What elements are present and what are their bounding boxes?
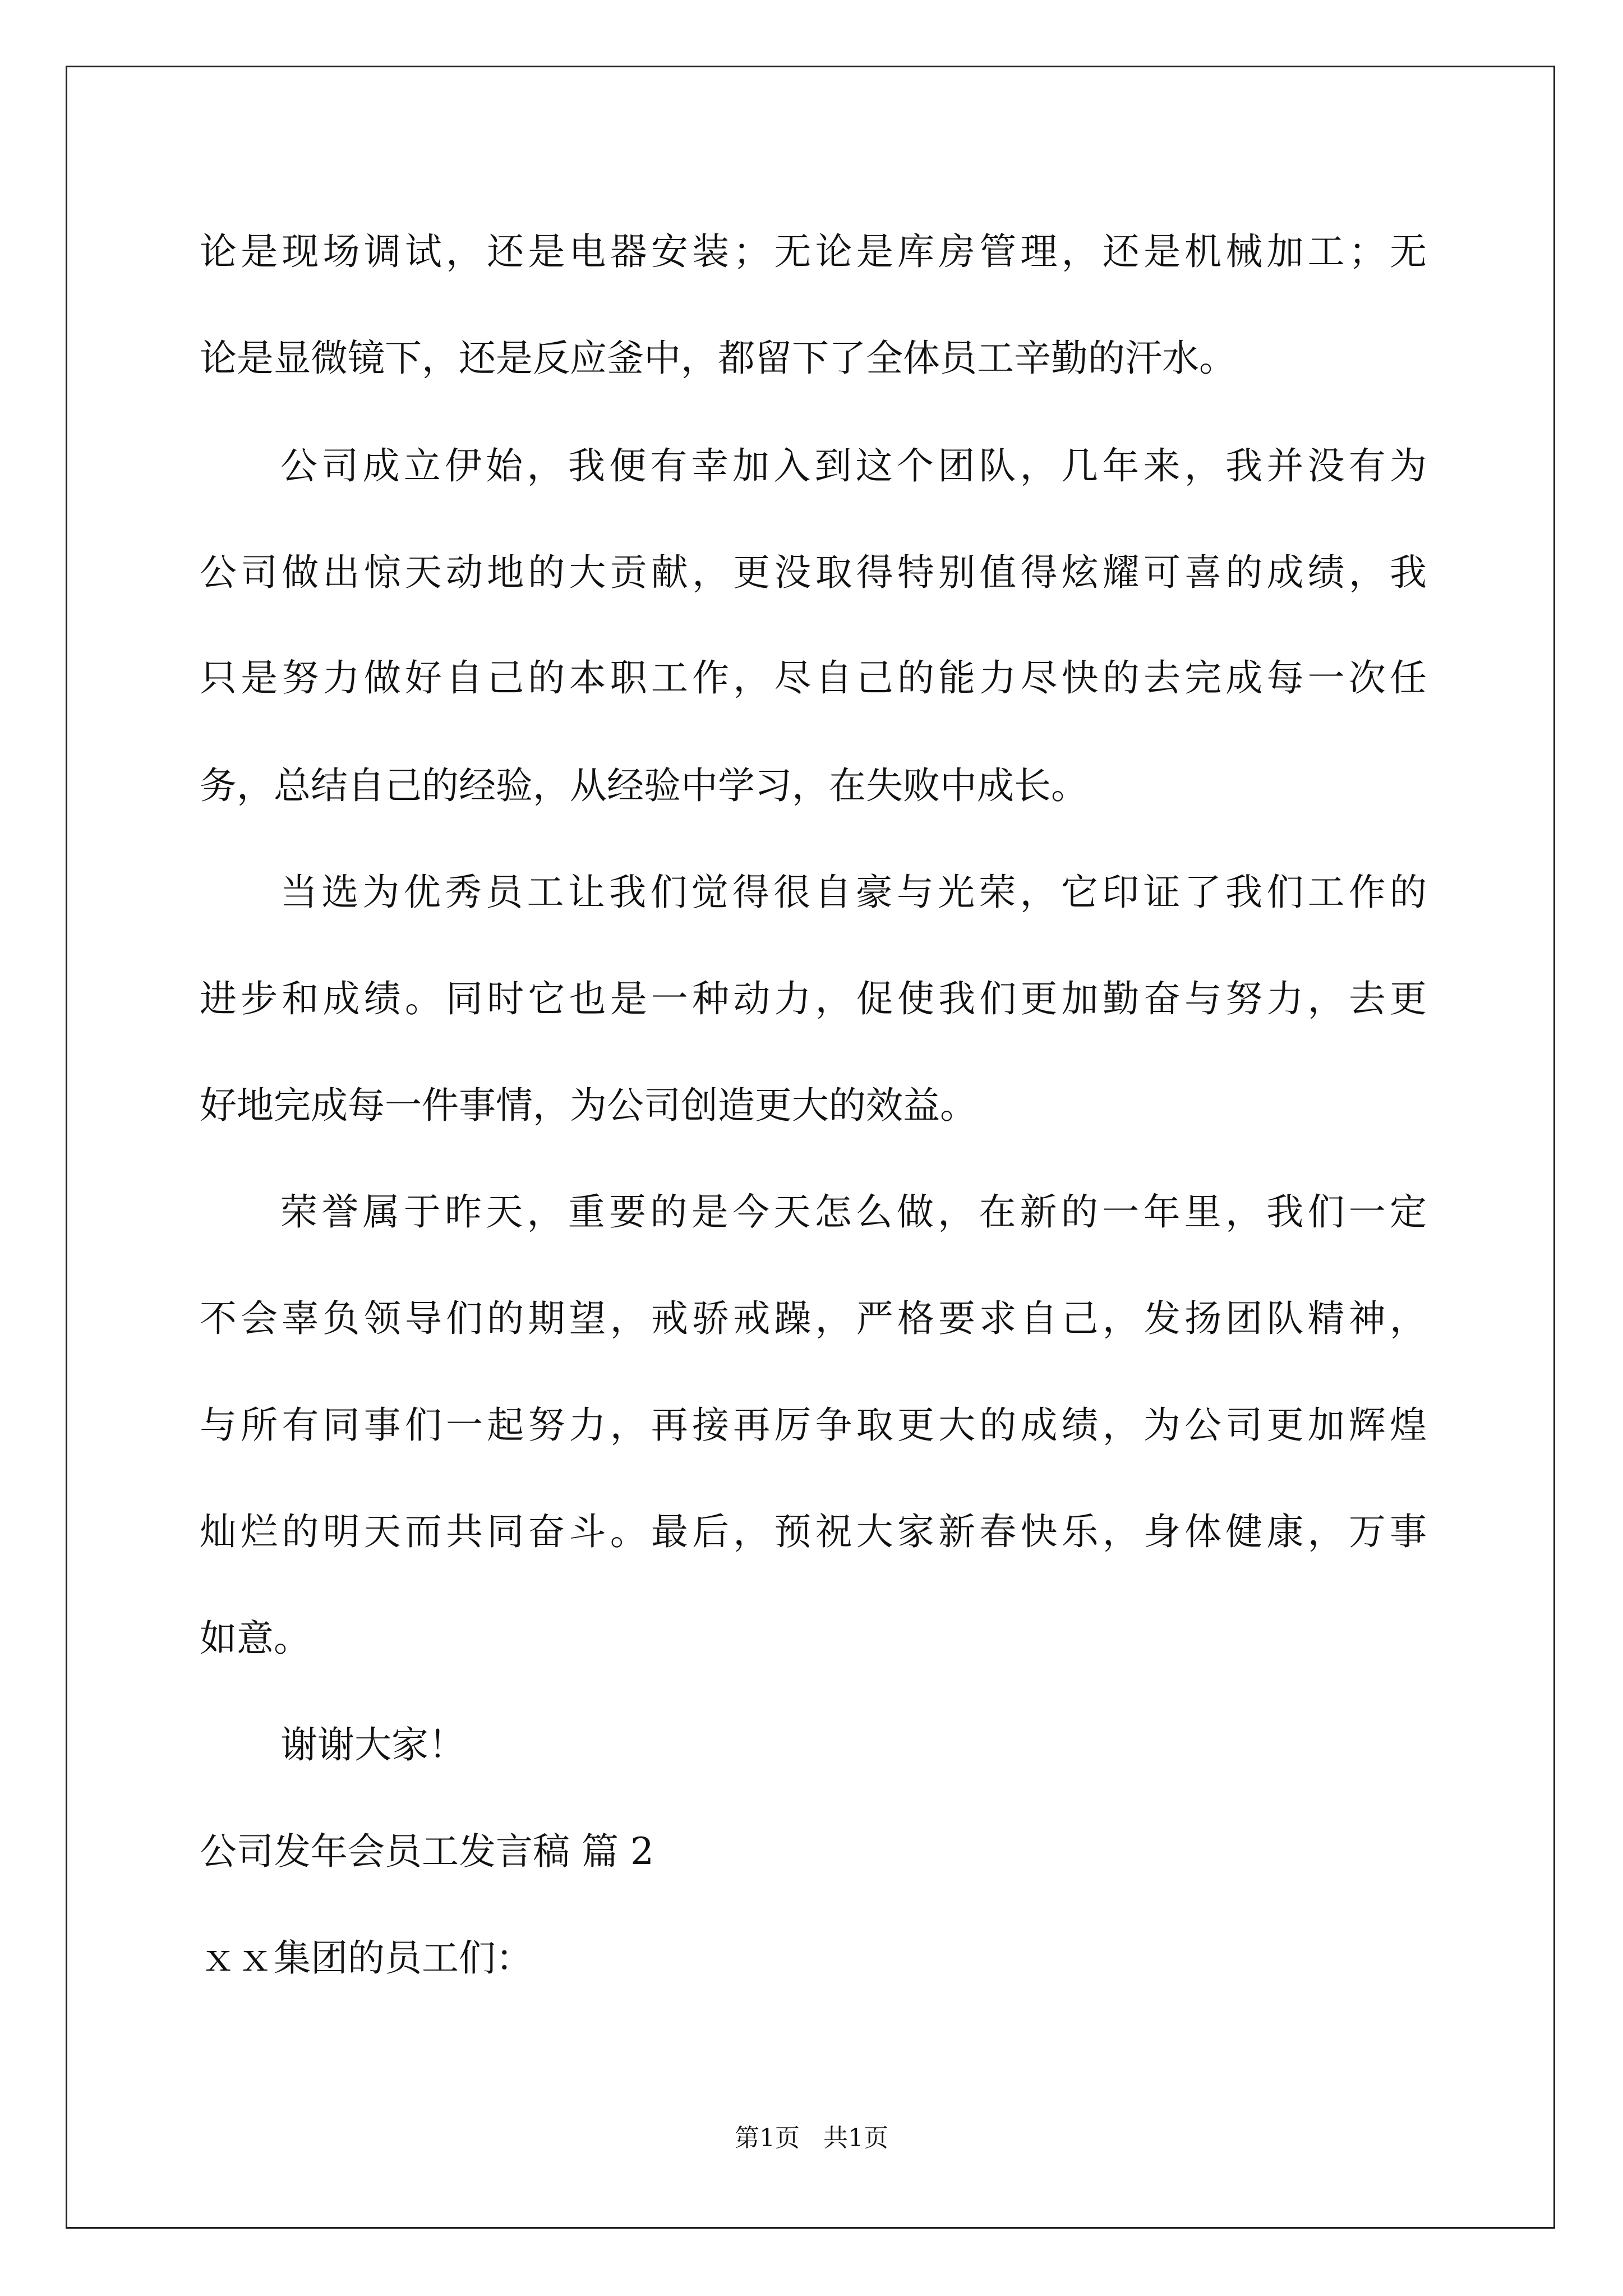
paragraph-line: 灿烂的明天而共同奋斗。最后，预祝大家新春快乐，身体健康，万事 <box>200 1510 1427 1553</box>
paragraph-line: 好地完成每一件事情，为公司创造更大的效益。 <box>200 1084 977 1127</box>
paragraph-line: 务，总结自己的经验，从经验中学习，在失败中成长。 <box>200 764 1088 807</box>
section-heading: 公司发年会员工发言稿 篇 2 <box>200 1830 654 1873</box>
paragraph-line: 当选为优秀员工让我们觉得很自豪与光荣，它印证了我们工作的 <box>280 871 1427 914</box>
paragraph-line: 与所有同事们一起努力，再接再厉争取更大的成绩，为公司更加辉煌 <box>200 1404 1427 1447</box>
page-footer: 第1页 共1页 <box>735 2124 888 2152</box>
paragraph-line: 进步和成绩。同时它也是一种动力，促使我们更加勤奋与努力，去更 <box>200 977 1427 1020</box>
paragraph-line: 论是现场调试，还是电器安装；无论是库房管理，还是机械加工；无 <box>200 230 1427 273</box>
paragraph-line: 谢谢大家！ <box>280 1723 465 1766</box>
paragraph-line: 如意。 <box>200 1617 311 1660</box>
paragraph-line: 论是显微镜下，还是反应釜中，都留下了全体员工辛勤的汗水。 <box>200 337 1236 380</box>
paragraph-line: 公司做出惊天动地的大贡献，更没取得特别值得炫耀可喜的成绩，我 <box>200 551 1427 594</box>
paragraph-line: 公司成立伊始，我便有幸加入到这个团队，几年来，我并没有为 <box>280 444 1427 487</box>
page-border <box>66 66 1555 2229</box>
paragraph-line: 荣誉属于昨天，重要的是今天怎么做，在新的一年里，我们一定 <box>280 1190 1427 1234</box>
salutation: ｘｘ集团的员工们： <box>200 1936 533 1980</box>
paragraph-line: 不会辜负领导们的期望，戒骄戒躁，严格要求自己，发扬团队精神， <box>200 1297 1427 1340</box>
paragraph-line: 只是努力做好自己的本职工作，尽自己的能力尽快的去完成每一次任 <box>200 656 1427 700</box>
